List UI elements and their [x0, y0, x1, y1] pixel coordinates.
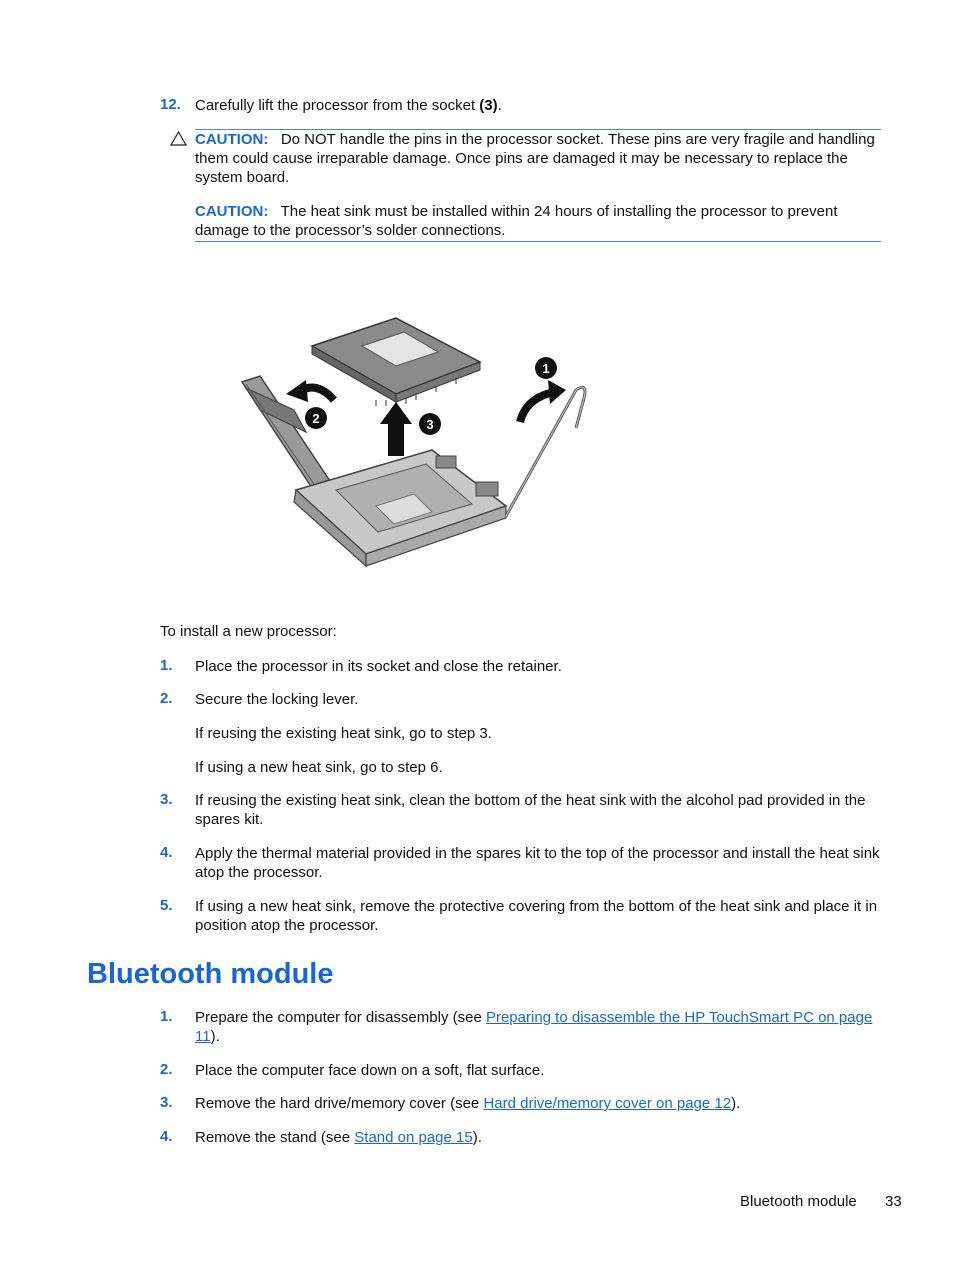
footer-page-number: 33	[885, 1193, 902, 1210]
install-step-2-note-1: If reusing the existing heat sink, go to step 3.	[195, 725, 492, 742]
link-hard-drive-memory-cover[interactable]: Hard drive/memory cover on page 12	[483, 1095, 732, 1112]
footer-section-name: Bluetooth module	[740, 1193, 857, 1210]
step-number: 2.	[160, 690, 173, 707]
step-number: 1.	[160, 1008, 173, 1025]
callout-1-label: 1	[542, 361, 550, 376]
bt-step-4: Remove the stand (see Stand on page 15).	[195, 1129, 482, 1146]
callout-2-label: 2	[312, 411, 320, 426]
link-preparing-to-disassemble[interactable]: Preparing to disassemble the HP TouchSmart PC on page 11	[195, 1009, 873, 1045]
install-step-5: If using a new heat sink, remove the protective covering from the bottom of the heat sink and place it in position atop the processor.	[195, 898, 878, 934]
install-intro: To install a new processor:	[160, 623, 337, 640]
bt-step-2: Place the computer face down on a soft, flat surface.	[195, 1062, 545, 1079]
caution-bottom-rule	[195, 241, 881, 242]
link-stand[interactable]: Stand on page 15	[354, 1129, 473, 1146]
bt-step-3: Remove the hard drive/memory cover (see Hard drive/memory cover on page 12).	[195, 1095, 741, 1112]
step-number: 12.	[160, 96, 181, 113]
step-number: 1.	[160, 657, 173, 674]
step-number: 3.	[160, 1094, 173, 1111]
install-step-2: Secure the locking lever.	[195, 691, 359, 708]
processor-removal-figure	[236, 310, 596, 572]
caution-2: CAUTION: The heat sink must be installed within 24 hours of installing the processor to prevent damage to the processor’s solder connections.	[195, 203, 838, 239]
step-number: 4.	[160, 1128, 173, 1145]
step-number: 3.	[160, 791, 173, 808]
warning-triangle-icon	[170, 131, 187, 146]
install-step-2-note-2: If using a new heat sink, go to step 6.	[195, 759, 443, 776]
install-step-3: If reusing the existing heat sink, clean the bottom of the heat sink with the alcohol pad provided in the spares kit.	[195, 792, 866, 828]
install-step-4: Apply the thermal material provided in the spares kit to the top of the processor and install the heat sink atop the processor.	[195, 845, 880, 881]
install-step-1: Place the processor in its socket and close the retainer.	[195, 658, 562, 675]
callout-3-label: 3	[426, 417, 434, 432]
step-number: 2.	[160, 1061, 173, 1078]
step-number: 5.	[160, 897, 173, 914]
step-number: 4.	[160, 844, 173, 861]
section-title: Bluetooth module	[87, 958, 334, 990]
caution-1: CAUTION: Do NOT handle the pins in the processor socket. These pins are very fragile and handling them could cause irreparable damage. Once pins are damaged it may be necessary to replace the system board.	[195, 131, 875, 186]
bt-step-1: Prepare the computer for disassembly (see Preparing to disassemble the HP TouchSmart PC on page 11).	[195, 1009, 873, 1045]
step-12-text: Carefully lift the processor from the socket (3).	[195, 97, 502, 114]
